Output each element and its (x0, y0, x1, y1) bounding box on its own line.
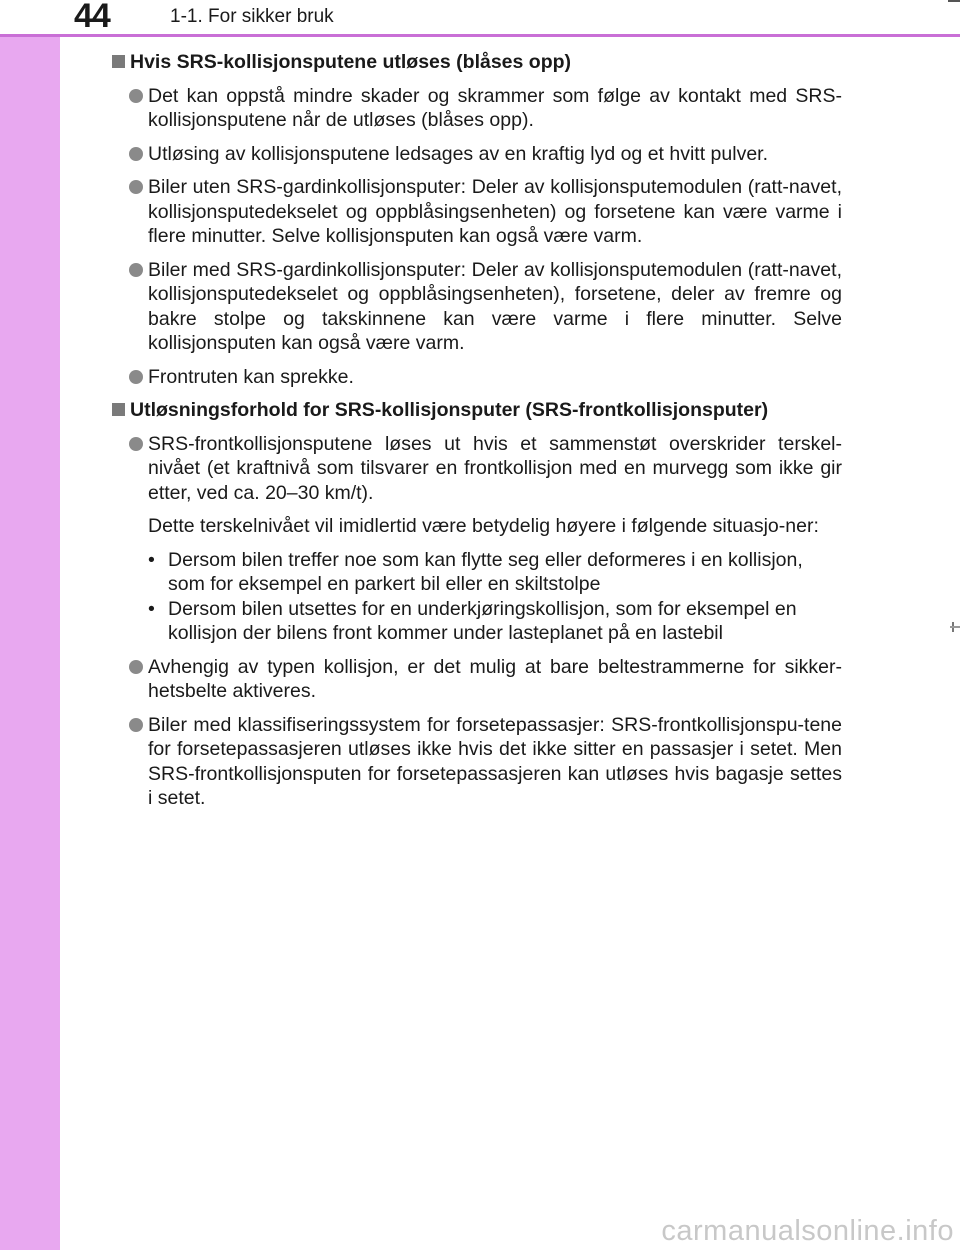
sub-list-item (112, 548, 842, 597)
list-item-text: Biler uten SRS-gardinkollisjonsputer: Deler av kollisjonsputemodulen (ratt-navet, kollisjonsputedekselet og oppblåsingsenheten) og forsetene kan være varme i flere minutter. Selve kollisjonsputen kan også være varm. (148, 176, 842, 247)
list-item (112, 655, 842, 704)
sub-list-item-text: Dersom bilen treffer noe som kan flytte seg eller deformeres i en kollisjon, som for eksempel en parkert bil eller en skiltstolpe (168, 548, 803, 595)
circle-bullet-icon (129, 660, 143, 674)
circle-bullet-icon (129, 147, 143, 161)
side-color-band (0, 0, 60, 1250)
list-item (112, 175, 842, 249)
list-item-text: Utløsing av kollisjonsputene ledsages av en kraftig lyd og et hvitt pulver. (148, 142, 769, 165)
list-item-text: Frontruten kan sprekke. (148, 365, 354, 388)
section-heading (112, 50, 842, 75)
list-item (112, 365, 842, 390)
section-heading-text: Utløsningsforhold for SRS-kollisjonsputer (SRS-frontkollisjonsputer) (130, 399, 769, 421)
list-item-text: Avhengig av typen kollisjon, er det mulig at bare beltestrammerne for sikker-hetsbelte aktiveres. (148, 655, 842, 702)
list-item (112, 432, 842, 506)
page-number: 44 (74, 0, 110, 35)
list-item (112, 258, 842, 356)
circle-bullet-icon (129, 89, 143, 103)
list-item (112, 84, 842, 133)
crop-mark-horizontal (950, 626, 960, 628)
bullet-glyph: • (148, 548, 155, 571)
list-item-text: SRS-frontkollisjonsputene løses ut hvis et sammenstøt overskrider terskel-nivået (et kraftnivå som tilsvarer en frontkollisjon med en murvegg som ikke gir etter, ved ca. 20–30 km/t). (148, 432, 842, 504)
sub-list (112, 548, 842, 646)
section-heading (112, 398, 842, 423)
bullet-glyph: • (148, 597, 155, 620)
paragraph: Dette terskelnivået vil imidlertid være betydelig høyere i følgende situasjo-ner: (148, 515, 819, 537)
header-band (0, 0, 960, 36)
section-title: 1-1. For sikker bruk (170, 6, 334, 27)
list-item-text: Biler med klassifiseringssystem for forsetepassasjer: SRS-frontkollisjonspu-tene for forsetepassasjeren utløses ikke hvis det ikke sitter en passasjer i setet. Men SRS-frontkollisjonsputen for forsetepassasjeren kan utløses hvis bagasje settes i setet. (148, 713, 842, 809)
circle-bullet-icon (129, 437, 143, 451)
list-item (112, 713, 842, 811)
section-heading-text: Hvis SRS-kollisjonsputene utløses (blåses opp) (130, 51, 572, 73)
list-item-text: Biler med SRS-gardinkollisjonsputer: Deler av kollisjonsputemodulen (ratt-navet, kollisjonsputedekselet og oppblåsingsenheten), forsetene, deler av fremre og bakre stolpe og takskinnene kan være varme i flere minutter. Selve kollisjonsputen kan også være varm. (148, 258, 842, 354)
page-content (112, 50, 842, 820)
circle-bullet-icon (129, 370, 143, 384)
watermark[interactable]: carmanualsonline.info (661, 1215, 954, 1247)
header-rule (0, 34, 960, 37)
list-item-text: Det kan oppstå mindre skader og skrammer som følge av kontakt med SRS-kollisjonsputene når de utløses (blåses opp). (148, 84, 842, 131)
circle-bullet-icon (129, 263, 143, 277)
square-bullet-icon (112, 403, 125, 416)
list-item (112, 142, 842, 167)
crop-mark (948, 0, 960, 2)
circle-bullet-icon (129, 718, 143, 732)
square-bullet-icon (112, 55, 125, 68)
sub-list-item-text: Dersom bilen utsettes for en underkjøringskollisjon, som for eksempel en kollisjon der bilens front kommer under lasteplanet på en lastebil (168, 597, 797, 644)
sub-list-item (112, 597, 842, 646)
circle-bullet-icon (129, 180, 143, 194)
